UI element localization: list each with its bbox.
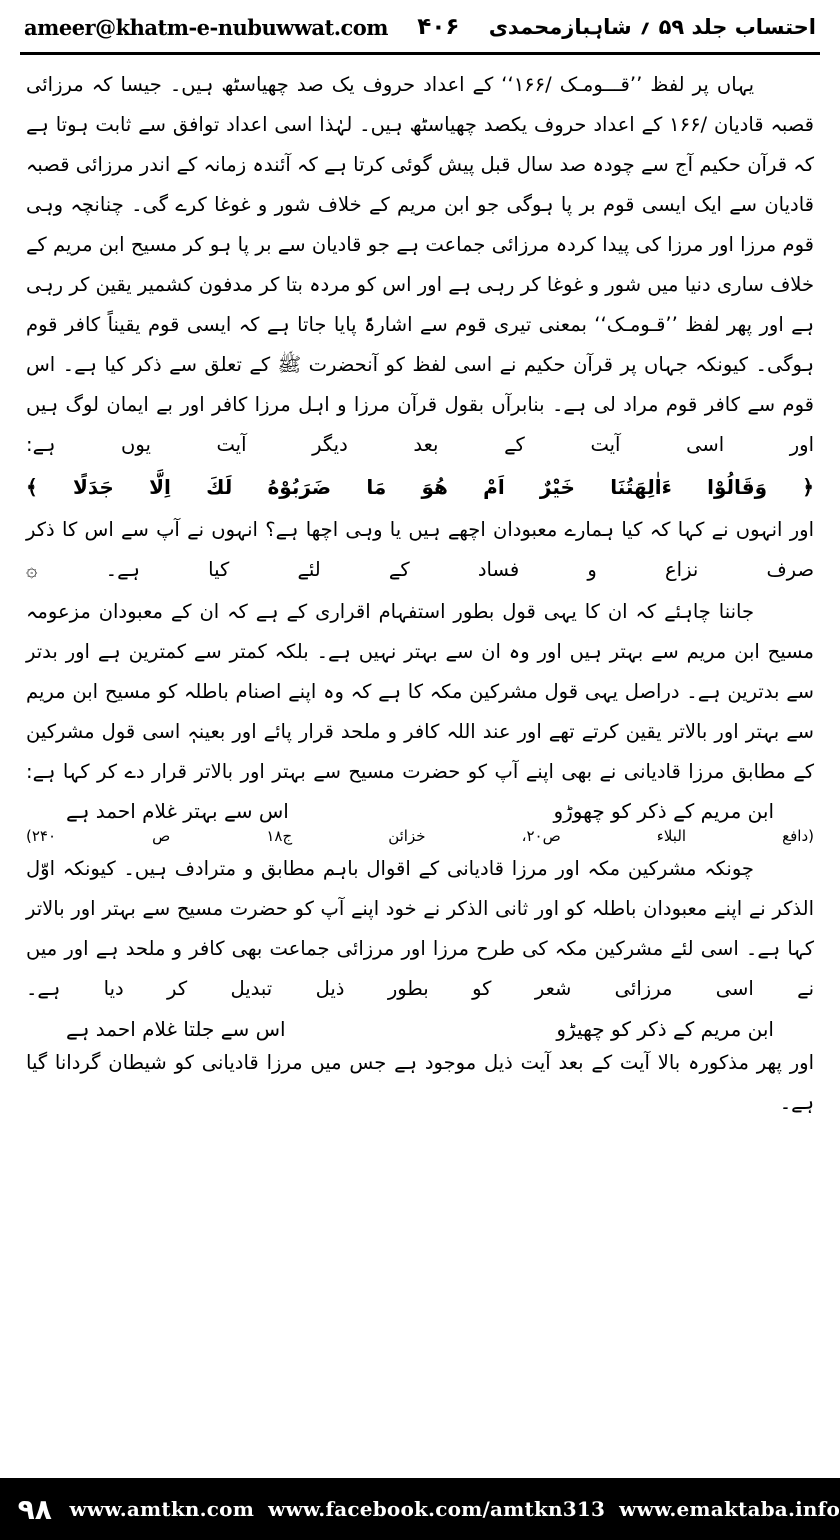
quran-verse: ﴿ وَقَالُوْا ءَاٰلِهَتُنَا خَيْرٌ اَمْ هُوَ مَا ضَرَبُوْهُ لَكَ اِلَّا جَدَلًا ﴾	[26, 474, 814, 499]
couplet-1-reference: (دافع البلاء ص۲۰، خزائن ج۱۸ ص ۲۴۰)	[26, 827, 814, 846]
couplet-1-left: اس سے بہتر غلام احمد ہے	[66, 799, 289, 824]
footer-link-emaktaba[interactable]: www.emaktaba.info	[619, 1497, 840, 1521]
paragraph-5: اور پھر مذکورہ بالا آیت کے بعد آیت ذیل موجود ہے جس میں مرزا قادیانی کو شیطان گردانا گیا ہے۔	[26, 1051, 814, 1115]
footer-links	[69, 1478, 840, 1540]
paragraph-1: یہاں پر لفظ ’’قـــومـک /۱۶۶‘‘ کے اعداد حروف یک صد چھیاسٹھ ہیں۔ جیسا کہ مرزائی قصبہ قادیان /۱۶۶ کے اعداد حروف یکصد چھیاسٹھ ہیں۔ لہٰذا اسی اعداد توافق سے ثابت ہوتا ہے کہ قرآن حکیم آج سے چودہ صد سال قبل پیش گوئی کرتا ہے کہ آئندہ زمانہ کے اندر مرزائی قصبہ قادیان سے ایک ایسی قوم بر پا ہوگی جو ابن مریم کے خلاف شور و غوغا کرے گی۔ چنانچہ وہی قوم مرزا اور مرزا کی پیدا کردہ مرزائی جماعت ہے جو قادیان سے بر پا ہو کر مسیح ابن مریم کے خلاف ساری دنیا میں شور و غوغا کر رہی ہے اور اس کو مردہ بتا کر مدفون کشمیر یقین کر رہی ہے اور پھر لفظ ’’قـومـک‘‘ بمعنی تیری قوم سے اشارۃً پایا جاتا ہے کہ ایسی قوم یقیناً کافر قوم ہوگی۔ کیونکہ جہاں پر قرآن حکیم نے اسی لفظ کو آنحضرت ﷺ کے تعلق سے ذکر کیا ہے۔ اس قوم سے کافر قوم مراد لی ہے۔ بنابرآں بقول قرآن مرزا و اہل مرزا کافر اور بے ایمان لوگ ہیں اور اسی آیت کے بعد دیگر آیت یوں ہے:	[26, 73, 814, 456]
paragraph-4: چونکہ مشرکین مکہ اور مرزا قادیانی کے اقوال باہم مطابق و مترادف ہیں۔ کیونکہ اوّل الذکر نے اپنے معبودان باطلہ کو اور ثانی الذکر نے خود اپنے آپ کو حضرت مسیح سے بہتر اور بالاتر کہا ہے۔ اسی لئے مشرکین مکہ کی طرح مرزا اور مرزائی جماعت بھی کافر و ملحد ہے اور میں نے اسی مرزائی شعر کو بطور ذیل تبدیل کر دیا ہے۔	[26, 857, 814, 1001]
header-email: ameer@khatm-e-nubuwwat.com	[24, 14, 389, 40]
header-page-number-arabic: ۴۰۶	[417, 14, 460, 40]
paragraph-3: جاننا چاہئے کہ ان کا یہی قول بطور استفہام اقراری کے ہے کہ ان کے معبودان مزعومہ مسیح ابن مریم سے بہتر ہیں اور وہ ان سے بہتر نہیں ہے۔ بلکہ کمتر سے کمترین ہے اور بدتر سے بدترین ہے۔ دراصل یہی قول مشرکین مکہ کا ہے کہ وہ اپنے اصنام باطلہ کو مسیح ابن مریم سے بہتر اور بالاتر یقین کرتے تھے اور عند اللہ کافر و ملحد قرار پائے اور بعینہٖ اسی قول مشرکین کے مطابق مرزا قادیانی نے بھی اپنے آپ کو حضرت مسیح سے بہتر اور بالاتر قرار دے کر کہا ہے:	[26, 599, 814, 783]
couplet-2-right: ابن مریم کے ذکر کو چھیڑو	[556, 1017, 774, 1042]
footer-link-facebook[interactable]: www.facebook.com/amtkn313	[268, 1497, 606, 1521]
page-header	[0, 0, 840, 46]
couplet-1	[26, 793, 814, 825]
couplet-2-left: اس سے جلتا غلام احمد ہے	[66, 1017, 286, 1042]
couplet-1-right: ابن مریم کے ذکر کو چھوڑو	[553, 799, 774, 824]
paragraph-2: اور انہوں نے کہا کہ کیا ہمارے معبودان اچھے ہیں یا وہی اچھا ہے؟ انہوں نے آپ سے اس کا ذکر صرف نزاع و فساد کے لئے کیا ہے۔ ۞	[26, 517, 814, 581]
footer-page-number: ۹۸	[0, 1478, 69, 1540]
footer-link-website[interactable]: www.amtkn.com	[69, 1497, 255, 1521]
header-book-title: احتساب جلد ۵۹ ؍ شاہبازمحمدی	[488, 15, 816, 39]
couplet-2	[26, 1011, 814, 1043]
page-footer	[0, 1478, 840, 1540]
page-content	[0, 55, 840, 1123]
